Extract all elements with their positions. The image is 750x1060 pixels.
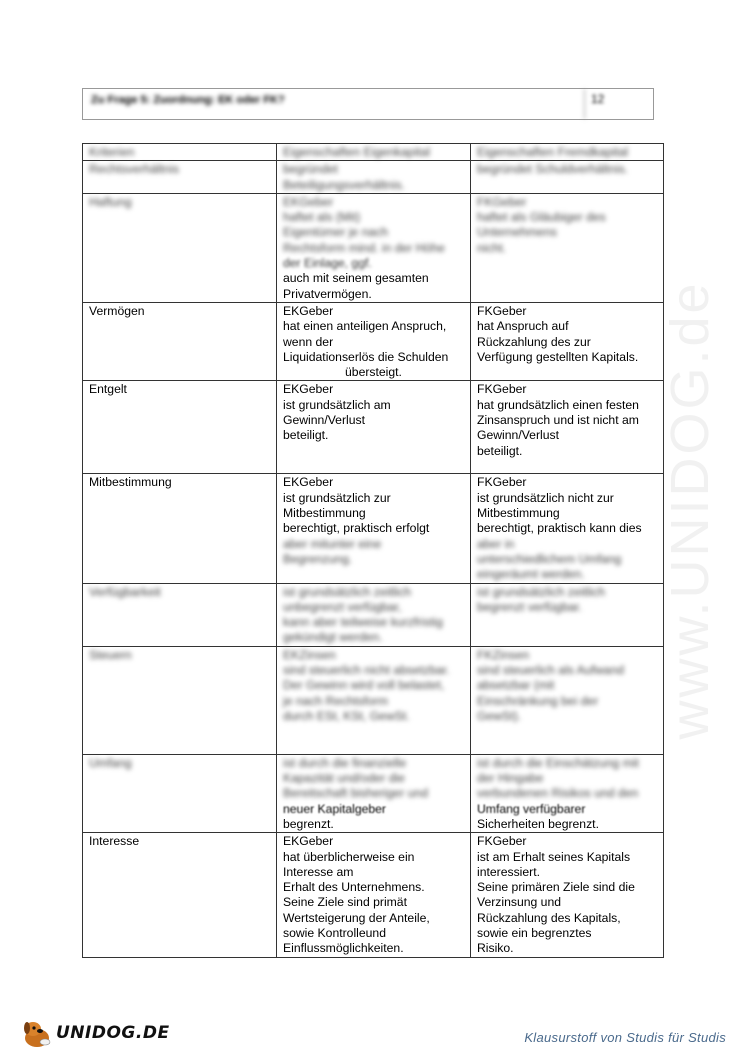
equity-cell: EKGeber ist grundsätzlich zur Mitbestimmung berechtigt, praktisch erfolgt aber mitunter eine Begrenzung. bbox=[277, 474, 471, 583]
equity-cell: ist grundsätzlich zeitlich unbegrenzt verfügbar, kann aber teilweise kurzfristig gekündigt werden. bbox=[277, 583, 471, 646]
table-row bbox=[83, 474, 664, 583]
table-row bbox=[83, 754, 664, 832]
debt-cell: FKGeber haftet als Gläubiger des Unternehmens nicht. bbox=[471, 193, 664, 302]
table-row bbox=[83, 833, 664, 957]
equity-cell: EKZinsen sind steuerlich nicht absetzbar. Der Gewinn wird voll belastet, je nach Rechtsform durch ESt, KSt, GewSt. bbox=[277, 646, 471, 754]
dog-mascot-icon bbox=[20, 1016, 54, 1050]
column-header-criteria: Kriterien bbox=[83, 144, 277, 161]
footer-slogan: Klausurstoff von Studis für Studis bbox=[524, 1030, 726, 1045]
equity-cell: EKGeber hat überblicherweise ein Interesse am Erhalt des Unternehmens. Seine Ziele sind primät Wertsteigerung der Anteile, sowie Kontrolleund Einflussmöglichkeiten. bbox=[277, 833, 471, 957]
criterion-cell: Interesse bbox=[83, 833, 277, 957]
criterion-cell: Rechtsverhältnis bbox=[83, 161, 277, 194]
logo-text: UNIDOG.DE bbox=[56, 1023, 170, 1043]
equity-cell: EKGeber ist grundsätzlich am Gewinn/Verlust beteiligt. bbox=[277, 381, 471, 474]
debt-cell: FKGeber hat Anspruch auf Rückzahlung des zur Verfügung gestellten Kapitals. bbox=[471, 302, 664, 380]
table-header-row bbox=[83, 144, 664, 161]
criterion-cell: Mitbestimmung bbox=[83, 474, 277, 583]
table-row bbox=[83, 381, 664, 474]
criterion-cell: Umfang bbox=[83, 754, 277, 832]
column-header-equity: Eigenschaften Eigenkapital bbox=[277, 144, 471, 161]
table-row bbox=[83, 193, 664, 302]
criterion-cell: Haftung bbox=[83, 193, 277, 302]
unidog-logo[interactable] bbox=[20, 1016, 170, 1050]
table-row bbox=[83, 583, 664, 646]
equity-cell: begründet Beteiligungsverhältnis. bbox=[277, 161, 471, 194]
criteria-table bbox=[82, 143, 664, 958]
debt-cell: begründet Schuldverhältnis. bbox=[471, 161, 664, 194]
equity-cell: EKGeber haftet als (Mit) Eigentümer je nach Rechtsform mind. in der Höhe der Einlage, ggf. auch mit seinem gesamten Privatvermögen. bbox=[277, 193, 471, 302]
question-header bbox=[82, 88, 654, 120]
watermark-text: www.UNIDOG.de bbox=[660, 280, 720, 740]
column-header-debt: Eigenschaften Fremdkapital bbox=[471, 144, 664, 161]
table-row bbox=[83, 646, 664, 754]
table-row bbox=[83, 302, 664, 380]
debt-cell: FKGeber hat grundsätzlich einen festen Zinsanspruch und ist nicht am Gewinn/Verlust beteiligt. bbox=[471, 381, 664, 474]
debt-cell: ist durch die Einschätzung mit der Hingabe verbundenen Risikos und den Umfang verfügbarer Sicherheiten begrenzt. bbox=[471, 754, 664, 832]
equity-cell: EKGeber hat einen anteiligen Anspruch, wenn der Liquidationserlös die Schulden übersteigt. bbox=[277, 302, 471, 380]
criterion-cell: Entgelt bbox=[83, 381, 277, 474]
question-points: 12 bbox=[591, 92, 605, 106]
question-title: Zu Frage 5: Zuordnung: EK oder FK? bbox=[83, 89, 585, 119]
table-row bbox=[83, 161, 664, 194]
debt-cell: FKZinsen sind steuerlich als Aufwand absetzbar (mit Einschränkung bei der GewSt). bbox=[471, 646, 664, 754]
criterion-cell: Steuern bbox=[83, 646, 277, 754]
debt-cell: ist grundsätzlich zeitlich begrenzt verfügbar. bbox=[471, 583, 664, 646]
debt-cell: FKGeber ist grundsätzlich nicht zur Mitbestimmung berechtigt, praktisch kann dies aber in unterschiedlichem Umfang eingeräumt werden. bbox=[471, 474, 664, 583]
debt-cell: FKGeber ist am Erhalt seines Kapitals interessiert. Seine primären Ziele sind die Verzinsung und Rückzahlung des Kapitals, sowie ein begrenztes Risiko. bbox=[471, 833, 664, 957]
equity-cell: ist durch die finanzielle Kapazität und/oder die Bereitschaft bisheriger und neuer Kapitalgeber begrenzt. bbox=[277, 754, 471, 832]
criterion-cell: Verfügbarkeit bbox=[83, 583, 277, 646]
criterion-cell: Vermögen bbox=[83, 302, 277, 380]
